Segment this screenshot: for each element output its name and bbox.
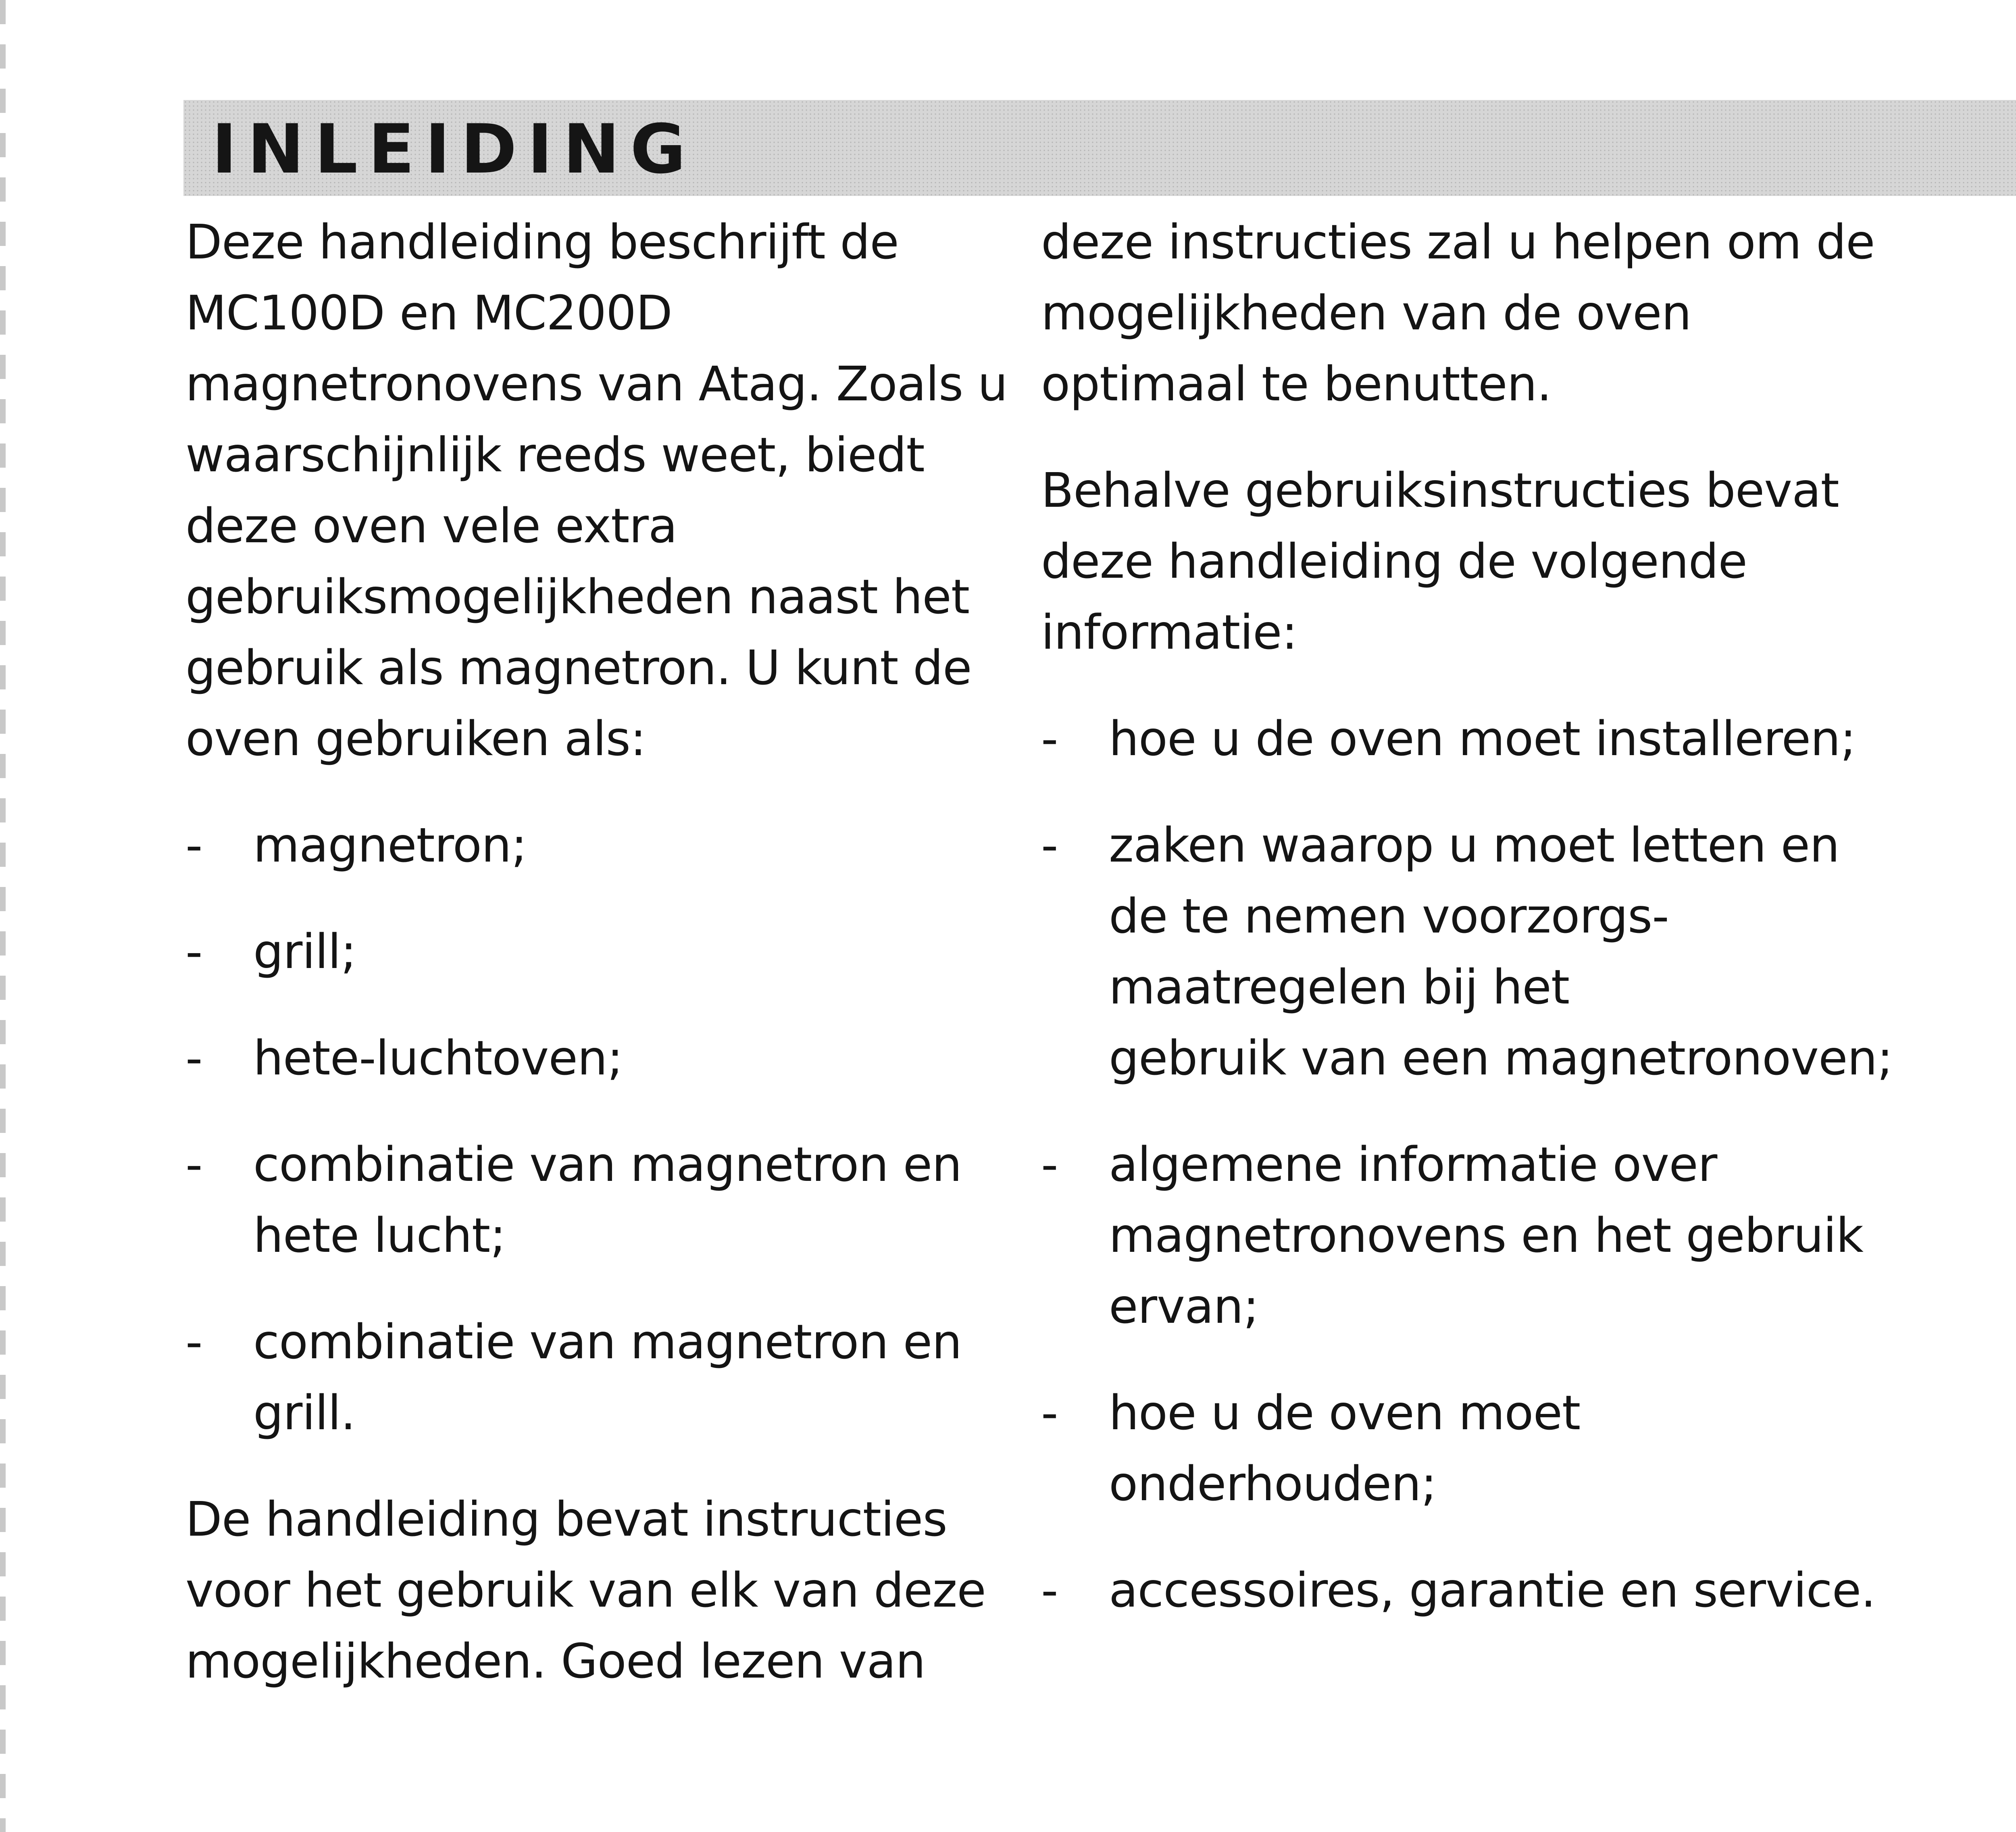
text-line: De handleiding bevat instructies — [185, 1491, 947, 1547]
text-line: MC100D en MC200D — [185, 285, 672, 341]
text-line: gebruik van een magnetronoven; — [1109, 1030, 1893, 1086]
text-line: deze handleiding de volgende — [1041, 533, 1747, 589]
text-line: maatregelen bij het — [1109, 959, 1570, 1015]
text-line: accessoires, garantie en service. — [1109, 1562, 1876, 1618]
dash-bullet: - — [1041, 1137, 1058, 1192]
list-item — [185, 1306, 1008, 1448]
text-line: hoe u de oven moet — [1109, 1385, 1581, 1441]
text-line: deze instructies zal u helpen om de — [1041, 214, 1875, 270]
dash-bullet: - — [1041, 1385, 1058, 1441]
topics-list — [1041, 703, 1944, 1626]
list-item — [1041, 810, 1944, 1093]
dash-bullet: - — [1041, 1562, 1058, 1618]
left-column — [185, 206, 1008, 1697]
text-line: optimaal te benutten. — [1041, 356, 1552, 412]
text-line: mogelijkheden van de oven — [1041, 285, 1691, 341]
text-line: informatie: — [1041, 604, 1297, 660]
dash-bullet: - — [185, 1314, 202, 1370]
dash-bullet: - — [1041, 711, 1058, 766]
text-line: waarschijnlijk reeds weet, biedt — [185, 427, 925, 483]
list-item — [185, 916, 1008, 987]
text-line: oven gebruiken als: — [185, 711, 646, 766]
text-line: grill. — [253, 1385, 356, 1441]
text-line: grill; — [253, 924, 356, 979]
text-line: zaken waarop u moet letten en — [1109, 817, 1839, 873]
text-line: mogelijkheden. Goed lezen van — [185, 1633, 925, 1689]
dash-bullet: - — [185, 817, 202, 873]
text-line: Behalve gebruiksinstructies bevat — [1041, 462, 1839, 518]
text-line: ervan; — [1109, 1278, 1259, 1334]
intro-paragraph — [185, 206, 1008, 774]
text-line: combinatie van magnetron en — [253, 1137, 962, 1192]
text-line: voor het gebruik van elk van deze — [185, 1562, 986, 1618]
text-line: gebruik als magnetron. U kunt de — [185, 640, 972, 695]
dash-bullet: - — [185, 1137, 202, 1192]
text-line: magnetron; — [253, 817, 527, 873]
closing-paragraph — [185, 1484, 1008, 1697]
dash-bullet: - — [185, 924, 202, 979]
text-line: combinatie van magnetron en — [253, 1314, 962, 1370]
list-item — [1041, 1377, 1944, 1519]
text-line: hoe u de oven moet installeren; — [1109, 711, 1856, 766]
dash-bullet: - — [1041, 817, 1058, 873]
text-line: onderhouden; — [1109, 1456, 1437, 1511]
text-line: Deze handleiding beschrijft de — [185, 214, 899, 270]
text-line: magnetronovens en het gebruik — [1109, 1207, 1863, 1263]
text-line: hete lucht; — [253, 1207, 506, 1263]
list-item — [185, 1022, 1008, 1093]
text-line: algemene informatie over — [1109, 1137, 1717, 1192]
text-line: deze oven vele extra — [185, 498, 677, 554]
info-intro-paragraph — [1041, 455, 1944, 668]
text-line: magnetronovens van Atag. Zoals u — [185, 356, 1008, 412]
uses-list — [185, 810, 1008, 1448]
right-column — [1041, 206, 1944, 1661]
list-item — [185, 1129, 1008, 1271]
text-line: de te nemen voorzorgs- — [1109, 888, 1669, 944]
list-item — [1041, 703, 1944, 774]
dash-bullet: - — [185, 1030, 202, 1086]
text-line: hete-luchtoven; — [253, 1030, 623, 1086]
section-heading: INLEIDING — [212, 110, 696, 189]
list-item — [1041, 1555, 1944, 1626]
text-line: gebruiksmogelijkheden naast het — [185, 569, 970, 625]
list-item — [1041, 1129, 1944, 1342]
scan-edge — [0, 0, 6, 1832]
list-item — [185, 810, 1008, 881]
continuation-paragraph — [1041, 206, 1944, 419]
